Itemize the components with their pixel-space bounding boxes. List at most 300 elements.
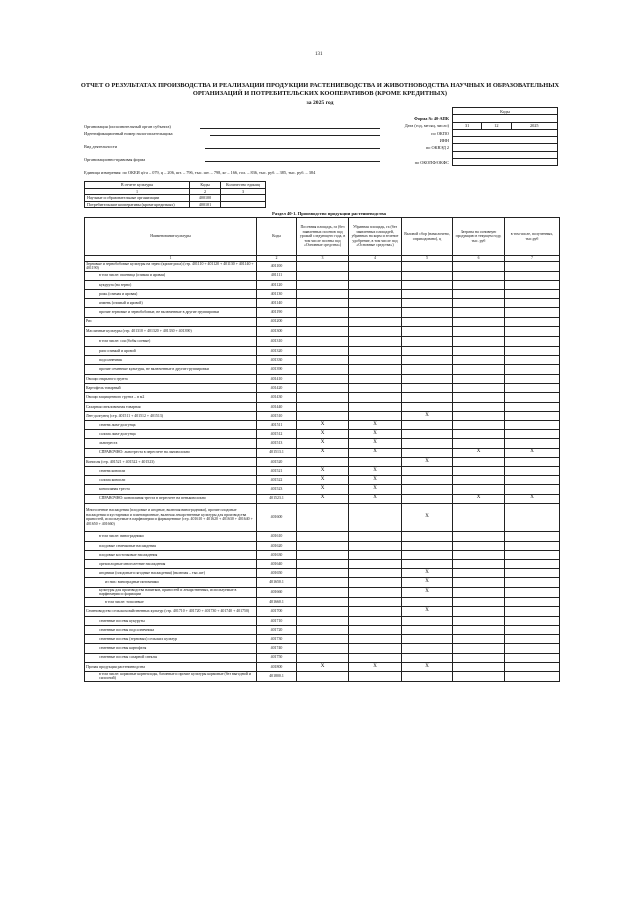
value-cell[interactable] — [453, 355, 505, 364]
value-cell[interactable] — [453, 346, 505, 355]
inn-field[interactable] — [453, 137, 558, 144]
value-cell[interactable] — [402, 261, 453, 271]
crossed-cell: X — [349, 439, 402, 448]
value-cell[interactable] — [402, 485, 453, 494]
status-row-count[interactable] — [221, 195, 266, 202]
row-name: семенные посевы сахарной свеклы — [85, 653, 257, 662]
value-cell[interactable] — [453, 439, 505, 448]
status-header-1: В отчете культуры — [85, 182, 190, 189]
page-number: 131 — [315, 52, 323, 57]
okopf-field[interactable] — [453, 159, 558, 166]
table-row — [85, 597, 560, 606]
value-cell[interactable] — [453, 635, 505, 644]
value-cell[interactable] — [453, 476, 505, 485]
value-cell[interactable] — [297, 635, 349, 644]
value-cell[interactable] — [297, 569, 349, 578]
value-cell[interactable] — [349, 457, 402, 466]
value-cell[interactable] — [349, 317, 402, 326]
value-cell[interactable] — [505, 308, 560, 317]
value-cell[interactable] — [453, 606, 505, 616]
value-cell[interactable] — [505, 550, 560, 559]
crossed-cell: X — [349, 476, 402, 485]
row-name: СПРАВОЧНО: льнотреста в пересчете на льноволокно — [85, 448, 257, 457]
value-cell[interactable] — [505, 280, 560, 289]
table-row — [85, 448, 560, 457]
row-code: 401521 — [257, 466, 297, 475]
value-cell[interactable] — [349, 299, 402, 308]
row-name: Прочая продукция растениеводства — [85, 662, 257, 671]
value-cell[interactable] — [505, 326, 560, 336]
value-cell[interactable] — [297, 299, 349, 308]
value-cell[interactable] — [453, 375, 505, 384]
value-cell[interactable] — [402, 355, 453, 364]
row-code: 401610 — [257, 531, 297, 541]
table-row — [85, 308, 560, 317]
value-cell[interactable] — [297, 578, 349, 587]
value-cell[interactable] — [402, 635, 453, 644]
value-cell[interactable] — [505, 457, 560, 466]
row-name: солома конопли — [85, 476, 257, 485]
value-cell[interactable] — [297, 326, 349, 336]
value-cell[interactable] — [402, 541, 453, 550]
value-cell[interactable] — [453, 616, 505, 625]
crossed-cell: X — [453, 448, 505, 457]
table-row — [85, 421, 560, 430]
value-cell[interactable] — [297, 261, 349, 271]
value-cell[interactable] — [349, 280, 402, 289]
table-row — [85, 271, 560, 280]
row-code: 401650.1 — [257, 578, 297, 587]
value-cell[interactable] — [505, 587, 560, 597]
crossed-cell: X — [402, 569, 453, 578]
row-name: в том числе: тополевые — [85, 597, 257, 606]
value-cell[interactable] — [402, 430, 453, 439]
value-cell[interactable] — [402, 346, 453, 355]
value-cell[interactable] — [297, 402, 349, 411]
value-cell[interactable] — [453, 644, 505, 653]
crossed-cell: X — [402, 606, 453, 616]
value-cell[interactable] — [505, 653, 560, 662]
value-cell[interactable] — [505, 597, 560, 606]
value-cell[interactable] — [349, 531, 402, 541]
value-cell[interactable] — [505, 626, 560, 635]
value-cell[interactable] — [505, 365, 560, 375]
value-cell[interactable] — [402, 494, 453, 503]
value-cell[interactable] — [505, 541, 560, 550]
value-cell[interactable] — [453, 503, 505, 531]
value-cell[interactable] — [453, 261, 505, 271]
okpo-field[interactable] — [453, 129, 558, 136]
value-cell[interactable] — [297, 393, 349, 402]
value-cell[interactable] — [297, 531, 349, 541]
value-cell[interactable] — [453, 280, 505, 289]
okpo-label: по ОКПО — [431, 130, 449, 136]
row-code: 401523.1 — [257, 494, 297, 503]
value-cell[interactable] — [297, 671, 349, 681]
value-cell[interactable] — [402, 336, 453, 346]
row-code: 401660.1 — [257, 597, 297, 606]
crossed-cell: X — [297, 494, 349, 503]
value-cell[interactable] — [402, 393, 453, 402]
value-cell[interactable] — [349, 336, 402, 346]
value-cell[interactable] — [402, 439, 453, 448]
value-cell[interactable] — [297, 606, 349, 616]
value-cell[interactable] — [297, 289, 349, 298]
value-cell[interactable] — [505, 531, 560, 541]
report-title: ОТЧЕТ О РЕЗУЛЬТАТАХ ПРОИЗВОДСТВА И РЕАЛИЗАЦИИ ПРОДУКЦИИ РАСТЕНИЕВОДСТВА И ЖИВОТНОВОДСТВА НАУЧНЫХ И ОБРАЗОВАТЕЛЬНЫХ ОРГАНИЗАЦИЙ И ПОТРЕБИТЕЛЬСКИХ КООПЕРАТИВОВ (КРОМЕ КРЕДИТНЫХ) — [80, 82, 560, 97]
table-row — [85, 393, 560, 402]
value-cell[interactable] — [505, 289, 560, 298]
value-cell[interactable] — [402, 616, 453, 625]
value-cell[interactable] — [349, 597, 402, 606]
value-cell[interactable] — [349, 271, 402, 280]
row-code: 401320 — [257, 346, 297, 355]
table-row — [85, 466, 560, 475]
value-cell[interactable] — [453, 569, 505, 578]
col-num: 3 — [297, 256, 349, 262]
row-name: в том числе: кормовые корнеплоды, бахчевые и прочие культуры кормовые (без выгодной и силосной) — [85, 671, 257, 681]
row-name: Овощи защищенного грунта – в м2 — [85, 393, 257, 402]
value-cell[interactable] — [402, 280, 453, 289]
value-cell[interactable] — [505, 662, 560, 671]
value-cell[interactable] — [297, 317, 349, 326]
value-cell[interactable] — [505, 439, 560, 448]
value-cell[interactable] — [505, 644, 560, 653]
row-name: семенные посевы кукурузы — [85, 616, 257, 625]
value-cell[interactable] — [453, 384, 505, 393]
value-cell[interactable] — [349, 578, 402, 587]
value-cell[interactable] — [505, 606, 560, 616]
value-cell[interactable] — [402, 644, 453, 653]
value-cell[interactable] — [349, 550, 402, 559]
table-row — [85, 476, 560, 485]
col-header-gross: Валовой сбор (намолочено, оприходовано), ц — [402, 218, 453, 256]
value-cell[interactable] — [349, 393, 402, 402]
row-code: 401100 — [257, 261, 297, 271]
value-cell[interactable] — [453, 560, 505, 569]
value-cell[interactable] — [402, 671, 453, 681]
value-cell[interactable] — [505, 635, 560, 644]
value-cell[interactable] — [402, 653, 453, 662]
value-cell[interactable] — [297, 280, 349, 289]
row-code: 401300 — [257, 326, 297, 336]
form-number-label: Форма № 40-АПК — [414, 115, 449, 121]
crossed-cell: X — [297, 421, 349, 430]
activity-label: Вид деятельности — [84, 144, 118, 149]
value-cell[interactable] — [453, 393, 505, 402]
row-name: семенные посевы картофеля — [85, 644, 257, 653]
section-title: Раздел 40-1. Производство продукции растениеводства — [272, 211, 386, 216]
table-row — [85, 662, 560, 671]
value-cell[interactable] — [297, 457, 349, 466]
value-cell[interactable] — [297, 541, 349, 550]
value-cell[interactable] — [402, 289, 453, 298]
value-cell[interactable] — [402, 375, 453, 384]
value-cell[interactable] — [349, 402, 402, 411]
crossed-cell: X — [505, 494, 560, 503]
value-cell[interactable] — [505, 671, 560, 681]
col-header-name: Наименование культуры — [85, 218, 257, 256]
value-cell[interactable] — [349, 616, 402, 625]
value-cell[interactable] — [453, 430, 505, 439]
table-row — [85, 317, 560, 326]
value-cell[interactable] — [453, 402, 505, 411]
table-row — [85, 299, 560, 308]
value-cell[interactable] — [349, 587, 402, 597]
row-name: Семеноводство сельскохозяйственных культур (стр. 401710 + 401720 + 401730 + 401740 + 401750) — [85, 606, 257, 616]
value-cell[interactable] — [349, 671, 402, 681]
report-year: за 2025 год — [306, 100, 334, 106]
value-cell[interactable] — [505, 261, 560, 271]
col-header-costs: Затраты на основную продукцию в текущем году, тыс. руб — [453, 218, 505, 256]
value-cell[interactable] — [349, 326, 402, 336]
value-cell[interactable] — [349, 289, 402, 298]
value-cell[interactable] — [505, 476, 560, 485]
row-code: 401140 — [257, 299, 297, 308]
value-cell[interactable] — [505, 384, 560, 393]
value-cell[interactable] — [297, 616, 349, 625]
okved-field[interactable] — [453, 144, 558, 151]
table-row — [85, 457, 560, 466]
production-table — [84, 217, 560, 682]
value-cell[interactable] — [349, 355, 402, 364]
value-cell[interactable] — [453, 457, 505, 466]
table-row — [85, 606, 560, 616]
value-cell[interactable] — [349, 261, 402, 271]
value-cell[interactable] — [297, 411, 349, 420]
value-cell[interactable] — [297, 653, 349, 662]
value-cell[interactable] — [453, 365, 505, 375]
value-cell[interactable] — [505, 485, 560, 494]
org-name-line[interactable] — [200, 128, 380, 129]
value-cell[interactable] — [402, 448, 453, 457]
value-cell[interactable] — [349, 411, 402, 420]
row-name: Зерновые и зернобобовые культуры на зерно (кроме риса) (стр. 401110 + 401120 + 401130 + 401140 + 401190) — [85, 261, 257, 271]
crossed-cell: X — [402, 587, 453, 597]
table-row — [85, 653, 560, 662]
value-cell[interactable] — [505, 393, 560, 402]
value-cell[interactable] — [297, 587, 349, 597]
value-cell[interactable] — [505, 466, 560, 475]
row-name: солома льна-долгунца — [85, 430, 257, 439]
value-cell[interactable] — [505, 411, 560, 420]
value-cell[interactable] — [453, 587, 505, 597]
identifier-label: Идентификационный номер налогоплательщика — [84, 131, 173, 136]
value-cell[interactable] — [453, 289, 505, 298]
value-cell[interactable] — [453, 578, 505, 587]
value-cell[interactable] — [297, 336, 349, 346]
table-row — [85, 365, 560, 375]
inn-label: ИНН — [439, 137, 449, 143]
col-header-sown: Посевная площадь, га (без заявленных посевов под урожай следующего года, в том числе посевы под «Основные средства») — [297, 218, 349, 256]
value-cell[interactable] — [453, 597, 505, 606]
value-cell[interactable] — [297, 384, 349, 393]
value-cell[interactable] — [453, 653, 505, 662]
crossed-cell: X — [297, 430, 349, 439]
value-cell[interactable] — [402, 476, 453, 485]
row-name: в том числе: виноградники — [85, 531, 257, 541]
value-cell[interactable] — [349, 375, 402, 384]
crossed-cell: X — [349, 448, 402, 457]
row-name: Масличные культуры (стр. 401310 + 401320 + 401330 + 401390) — [85, 326, 257, 336]
row-code: 401513 — [257, 439, 297, 448]
value-cell[interactable] — [297, 503, 349, 531]
row-code: 401620 — [257, 541, 297, 550]
value-cell[interactable] — [349, 635, 402, 644]
value-cell[interactable] — [505, 560, 560, 569]
value-cell[interactable] — [349, 644, 402, 653]
value-cell[interactable] — [402, 308, 453, 317]
value-cell[interactable] — [453, 411, 505, 420]
value-cell[interactable] — [453, 550, 505, 559]
value-cell[interactable] — [349, 560, 402, 569]
value-cell[interactable] — [505, 430, 560, 439]
table-row — [85, 485, 560, 494]
row-name: плодовые семечковые насаждения — [85, 541, 257, 550]
value-cell[interactable] — [453, 336, 505, 346]
value-cell[interactable] — [402, 365, 453, 375]
date-day: 31 — [453, 122, 482, 129]
value-cell[interactable] — [505, 421, 560, 430]
value-cell[interactable] — [402, 299, 453, 308]
value-cell[interactable] — [349, 606, 402, 616]
row-code: 401710 — [257, 616, 297, 625]
value-cell[interactable] — [505, 375, 560, 384]
value-cell[interactable] — [453, 421, 505, 430]
value-cell[interactable] — [453, 326, 505, 336]
value-cell[interactable] — [402, 466, 453, 475]
row-code: 401190 — [257, 308, 297, 317]
value-cell[interactable] — [297, 346, 349, 355]
value-cell[interactable] — [505, 503, 560, 531]
row-name: семенные посевы подсолнечника — [85, 626, 257, 635]
value-cell[interactable] — [505, 299, 560, 308]
row-name: Лен-долгунец (стр. 401511 + 401512 + 401513) — [85, 411, 257, 420]
status-header-3: Количество единиц — [221, 182, 266, 189]
value-cell[interactable] — [349, 569, 402, 578]
crossed-cell: X — [297, 662, 349, 671]
table-row — [85, 635, 560, 644]
value-cell[interactable] — [297, 375, 349, 384]
value-cell[interactable] — [453, 299, 505, 308]
table-row — [85, 289, 560, 298]
identifier-line[interactable] — [210, 135, 380, 136]
col-num: 4 — [349, 256, 402, 262]
value-cell[interactable] — [349, 384, 402, 393]
value-cell[interactable] — [349, 346, 402, 355]
value-cell[interactable] — [505, 402, 560, 411]
value-cell[interactable] — [453, 317, 505, 326]
value-cell[interactable] — [349, 626, 402, 635]
value-cell[interactable] — [402, 531, 453, 541]
status-row-label: Научные и образовательные организации — [85, 195, 190, 202]
value-cell[interactable] — [505, 271, 560, 280]
value-cell[interactable] — [297, 597, 349, 606]
value-cell[interactable] — [402, 550, 453, 559]
value-cell[interactable] — [297, 308, 349, 317]
value-cell[interactable] — [297, 355, 349, 364]
legal-form-line[interactable] — [205, 161, 380, 162]
value-cell[interactable] — [505, 317, 560, 326]
row-name: из них: виноградные питомники — [85, 578, 257, 587]
row-name: ячмень (озимый и яровой) — [85, 299, 257, 308]
crossed-cell: X — [297, 485, 349, 494]
value-cell[interactable] — [402, 421, 453, 430]
value-cell[interactable] — [297, 365, 349, 375]
row-name: в том числе: пшеница (озимая и яровая) — [85, 271, 257, 280]
value-cell[interactable] — [505, 569, 560, 578]
value-cell[interactable] — [349, 365, 402, 375]
value-cell[interactable] — [453, 485, 505, 494]
crossed-cell: X — [402, 411, 453, 420]
value-cell[interactable] — [453, 541, 505, 550]
row-code: 401330 — [257, 355, 297, 364]
value-cell[interactable] — [402, 317, 453, 326]
table-row — [85, 402, 560, 411]
row-name: семенные посевы (зерновых) сельских культур — [85, 635, 257, 644]
crossed-cell: X — [297, 466, 349, 475]
value-cell[interactable] — [505, 355, 560, 364]
value-cell[interactable] — [402, 326, 453, 336]
date-month: 12 — [482, 122, 511, 129]
value-cell[interactable] — [505, 578, 560, 587]
value-cell[interactable] — [453, 671, 505, 681]
value-cell[interactable] — [402, 402, 453, 411]
value-cell[interactable] — [349, 653, 402, 662]
row-name: прочие семенные культуры, не включенные в другие группировки — [85, 365, 257, 375]
value-cell[interactable] — [402, 597, 453, 606]
value-cell[interactable] — [453, 662, 505, 671]
row-name: кукуруза (на зерно) — [85, 280, 257, 289]
status-row-count[interactable] — [221, 201, 266, 208]
value-cell[interactable] — [349, 541, 402, 550]
value-cell[interactable] — [505, 346, 560, 355]
value-cell[interactable] — [453, 626, 505, 635]
row-code: 401700 — [257, 606, 297, 616]
value-cell[interactable] — [297, 271, 349, 280]
value-cell[interactable] — [402, 626, 453, 635]
value-cell[interactable] — [505, 616, 560, 625]
value-cell[interactable] — [402, 384, 453, 393]
row-name: льнотреста — [85, 439, 257, 448]
row-code: 401420 — [257, 384, 297, 393]
status-num: 3 — [221, 188, 266, 195]
value-cell[interactable] — [297, 560, 349, 569]
value-cell[interactable] — [349, 503, 402, 531]
table-row — [85, 355, 560, 364]
value-cell[interactable] — [453, 466, 505, 475]
row-name: прочие зерновые и зернобобовые, не включенные в другие группировки — [85, 308, 257, 317]
row-name: Картофель товарный — [85, 384, 257, 393]
value-cell[interactable] — [402, 560, 453, 569]
value-cell[interactable] — [453, 308, 505, 317]
value-cell[interactable] — [453, 531, 505, 541]
activity-line[interactable] — [205, 148, 380, 149]
row-name: плодовые косточковые насаждения — [85, 550, 257, 559]
value-cell[interactable] — [505, 336, 560, 346]
row-name: семена конопли — [85, 466, 257, 475]
value-cell[interactable] — [349, 308, 402, 317]
value-cell[interactable] — [297, 550, 349, 559]
row-code: 401800 — [257, 662, 297, 671]
value-cell[interactable] — [453, 271, 505, 280]
status-num: 1 — [85, 188, 190, 195]
crossed-cell: X — [297, 439, 349, 448]
crossed-cell: X — [349, 430, 402, 439]
value-cell[interactable] — [297, 644, 349, 653]
value-cell[interactable] — [297, 626, 349, 635]
value-cell[interactable] — [402, 271, 453, 280]
